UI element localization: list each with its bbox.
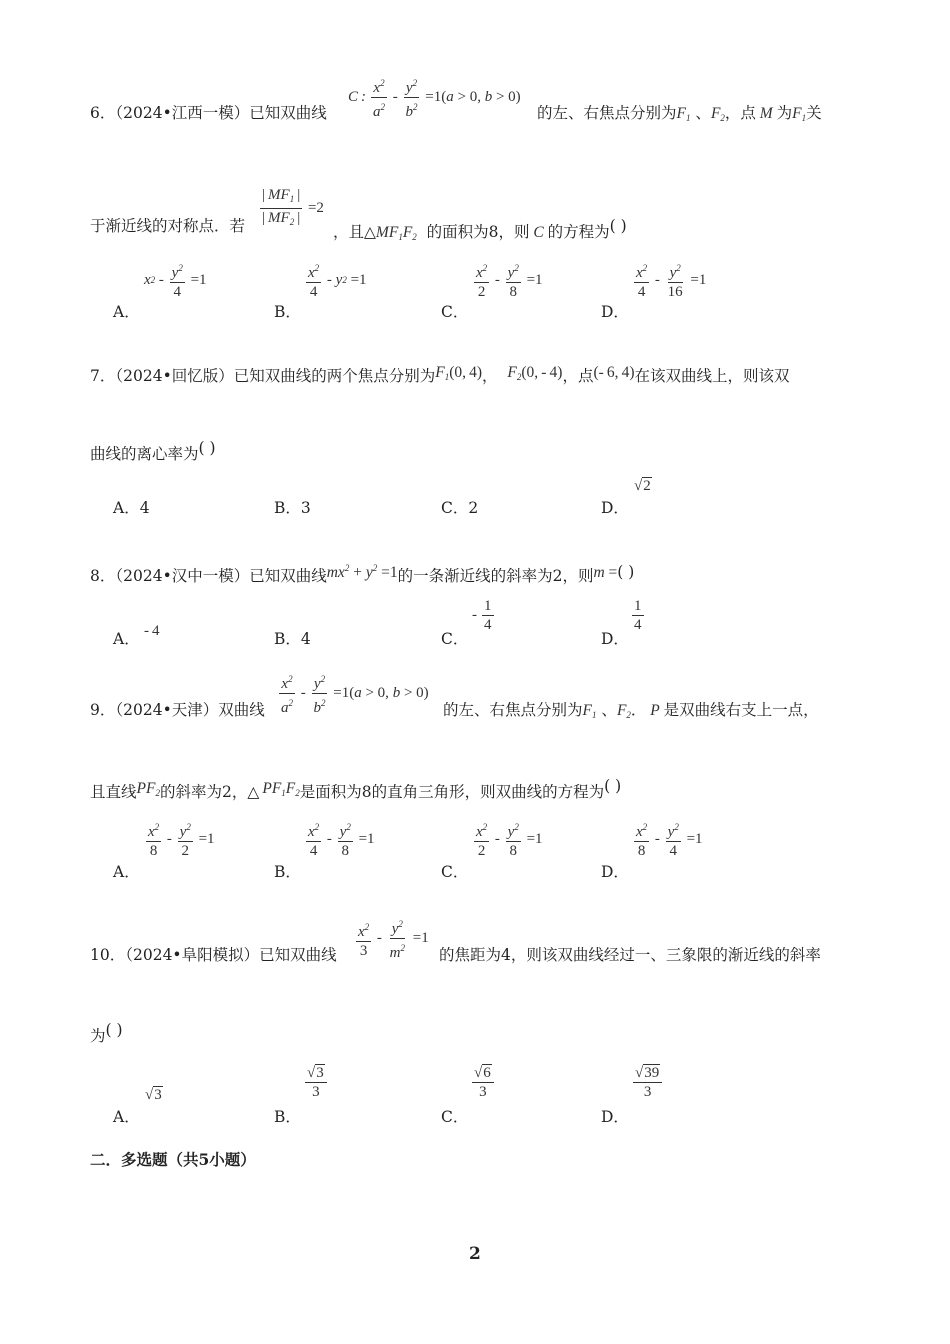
q10-option-b: $\frac{√3}{3}$ [303, 1064, 329, 1101]
q7-number: 7． [90, 367, 116, 385]
q6-option-c: $\frac{x^2}{2}$ - $\frac{y^2}{8}$ =1 [472, 259, 543, 301]
q9-option-d-label: D． [601, 863, 629, 881]
q9-paren: ( ) [604, 777, 622, 795]
q9-option-c-label: C． [441, 863, 469, 881]
q9-option-d: $\frac{x^2}{8}$ - $\frac{y^2}{4}$ =1 [632, 818, 703, 860]
q6-text-g: 于渐近线的对称点．若 [90, 217, 246, 235]
q6-c: C [529, 224, 548, 241]
q8-option-c: - $\frac{1}{4}$ [472, 598, 492, 633]
q7-line1 [90, 363, 790, 387]
q7-option-c: C．2 [441, 499, 479, 517]
q7-option-d-label: D． [601, 499, 629, 517]
q8-number: 8． [90, 567, 116, 586]
q6-option-a: x 2 - $\frac{y^2}{4}$ =1 [144, 259, 207, 301]
q7-paren: ( ) [198, 439, 216, 457]
q9-triangle: $PF_1F_2$ [259, 780, 300, 798]
q10-source: （2024•阜阳模拟） [125, 946, 260, 964]
q10-option-a-label: A． [113, 1108, 140, 1126]
q6-option-c-label: C． [441, 303, 469, 321]
q8-paren: ( ) [617, 563, 635, 582]
q8-option-a-label: A． [113, 630, 140, 648]
q8-option-c-label: C． [441, 630, 469, 648]
q7-source: （2024•回忆版） [115, 367, 234, 385]
q10-option-b-label: B． [274, 1108, 301, 1126]
q6-f1b: $F_1$ [792, 105, 807, 123]
q6-line2-right [333, 216, 627, 247]
q6-f1: $F_1$ [676, 105, 691, 123]
q9-text-h: 是面积为8的直角三角形，则双曲线的方程为 [299, 783, 605, 801]
q6-option-b: $\frac{x^2}{4}$ - y 2 =1 [304, 259, 367, 301]
q9-text-d: ． [630, 701, 647, 719]
section-2-title: 二．多选题（共5小题） [90, 1150, 256, 1169]
q6-option-a-label: A． [113, 303, 140, 321]
q10-line1 [90, 945, 337, 965]
q9-text-b: 的左、右焦点分别为 [443, 701, 583, 719]
q7-option-b: B．3 [274, 499, 311, 517]
q8-option-d-label: D． [601, 630, 629, 648]
q7-text-e: 曲线的离心率为 [90, 445, 199, 463]
q9-pf2: $PF_2$ [136, 780, 160, 798]
q8-source: （2024•汉中一模） [115, 567, 250, 586]
q8-option-d: $\frac{1}{4}$ [634, 598, 642, 633]
q6-text-c: 、 [695, 104, 711, 122]
q7-text-a: 已知双曲线的两个焦点分别为 [233, 367, 436, 385]
q9-f1: $F_1$ [582, 702, 597, 720]
q6-text-f: 关 [806, 104, 822, 122]
q6-triangle: $MF_1F_2$ [375, 224, 417, 242]
q6-text-d: ，点 [724, 104, 756, 122]
q7-f2: $F_2(0$, - 4) [507, 364, 563, 382]
q6-option-d: $\frac{x^2}{4}$ - $\frac{y^2}{16}$ =1 [632, 259, 706, 301]
q9-p: P [646, 702, 664, 719]
q10-line2 [90, 1020, 123, 1046]
q7-line2 [90, 438, 216, 464]
q7-text-b: ， [482, 367, 498, 385]
q7-point: (- 6, 4) [593, 364, 635, 381]
q8-text-a: 已知双曲线 [249, 567, 327, 586]
q9-text-g: 的斜率为2，△ [159, 783, 260, 801]
q6-line2 [90, 216, 245, 236]
q6-text-h: ，且△ [333, 223, 376, 241]
q9-option-a: $\frac{x^2}{8}$ - $\frac{y^2}{2}$ =1 [144, 818, 215, 860]
q10-option-c-label: C． [441, 1108, 469, 1126]
q6-m: M [755, 105, 777, 122]
q10-option-d-label: D． [601, 1108, 629, 1126]
q9-option-a-label: A． [113, 863, 140, 881]
q6-line1-right [537, 103, 822, 128]
q9-option-c: $\frac{x^2}{2}$ - $\frac{y^2}{8}$ =1 [472, 818, 543, 860]
q7-text-c: ，点 [562, 367, 594, 385]
q10-option-d: $\frac{√39}{3}$ [631, 1064, 664, 1101]
q9-text-f: 且直线 [90, 783, 137, 801]
q10-hyperbola-equation: $\frac{x^2}{3}$ - $\frac{y^2}{m^2}$ =1 [354, 915, 429, 962]
q6-f2: $F_2$ [710, 105, 725, 123]
q10-option-c: $\frac{√6}{3}$ [470, 1064, 496, 1101]
q8-option-a: - 4 [144, 623, 160, 639]
q9-text-a: 双曲线 [218, 701, 265, 719]
q6-text-a: 已知双曲线 [249, 104, 327, 122]
q9-hyperbola-equation: $\frac{x^2}{a^2}$ - $\frac{y^2}{b^2}$ =1( a > 0, b > 0) [277, 670, 429, 717]
q6-option-d-label: D． [601, 303, 629, 321]
q7-option-d: √2 [634, 478, 651, 494]
q7-option-a: A．4 [113, 499, 150, 517]
q6-text-e: 为 [776, 104, 793, 122]
q6-hyperbola-equation: C : $\frac{x^2}{a^2}$ - $\frac{y^2}{b^2}$ =1( a > 0, b > 0) [348, 74, 521, 121]
q9-line2 [90, 776, 621, 803]
q8-option-b: B．4 [274, 630, 311, 648]
q9-text-c: 、 [601, 701, 617, 719]
q8-m: m = [593, 564, 618, 582]
q8-equation: $mx^2 + y^2 =1$ [326, 563, 398, 582]
q10-text-c: 为 [90, 1027, 106, 1045]
q6-paren: ( ) [609, 217, 627, 235]
q9-f2: $F_2$ [616, 702, 631, 720]
q6-source: （2024•江西一模） [115, 104, 250, 122]
q8-line1 [90, 558, 634, 586]
q8-text-b: 的一条渐近线的斜率为2，则 [397, 567, 594, 586]
q6-option-b-label: B． [274, 303, 301, 321]
q9-line1-right [443, 700, 819, 725]
q10-text-a: 已知双曲线 [259, 946, 337, 964]
q10-paren: ( ) [105, 1021, 123, 1039]
q6-text-i: 的面积为8，则 [426, 223, 530, 241]
q10-option-a: √3 [145, 1087, 162, 1103]
q9-option-b-label: B． [274, 863, 301, 881]
q7-f1: $F_1(0$, 4) [435, 364, 483, 382]
q10-number: 10． [90, 946, 126, 964]
q7-text-d: 在该双曲线上，则该双 [634, 367, 790, 385]
page-number: 2 [469, 1244, 481, 1264]
q9-number: 9． [90, 701, 116, 719]
q6-number: 6． [90, 104, 116, 122]
q6-text-j: 的方程为 [547, 223, 610, 241]
q9-option-b: $\frac{x^2}{4}$ - $\frac{y^2}{8}$ =1 [304, 818, 375, 860]
q9-text-e: 是双曲线右支上一点， [663, 701, 819, 719]
q10-text-b: 的焦距为4，则该双曲线经过一、三象限的渐近线的斜率 [439, 946, 821, 964]
q6-line1 [90, 103, 327, 123]
q6-ratio-condition: $\frac{| MF_1 |}{| MF_2 |}$ =2 [262, 187, 324, 227]
q6-text-b: 的左、右焦点分别为 [537, 104, 677, 122]
q10-line1-right [439, 945, 821, 965]
q9-line1 [90, 700, 265, 720]
q9-source: （2024•天津） [115, 701, 219, 719]
